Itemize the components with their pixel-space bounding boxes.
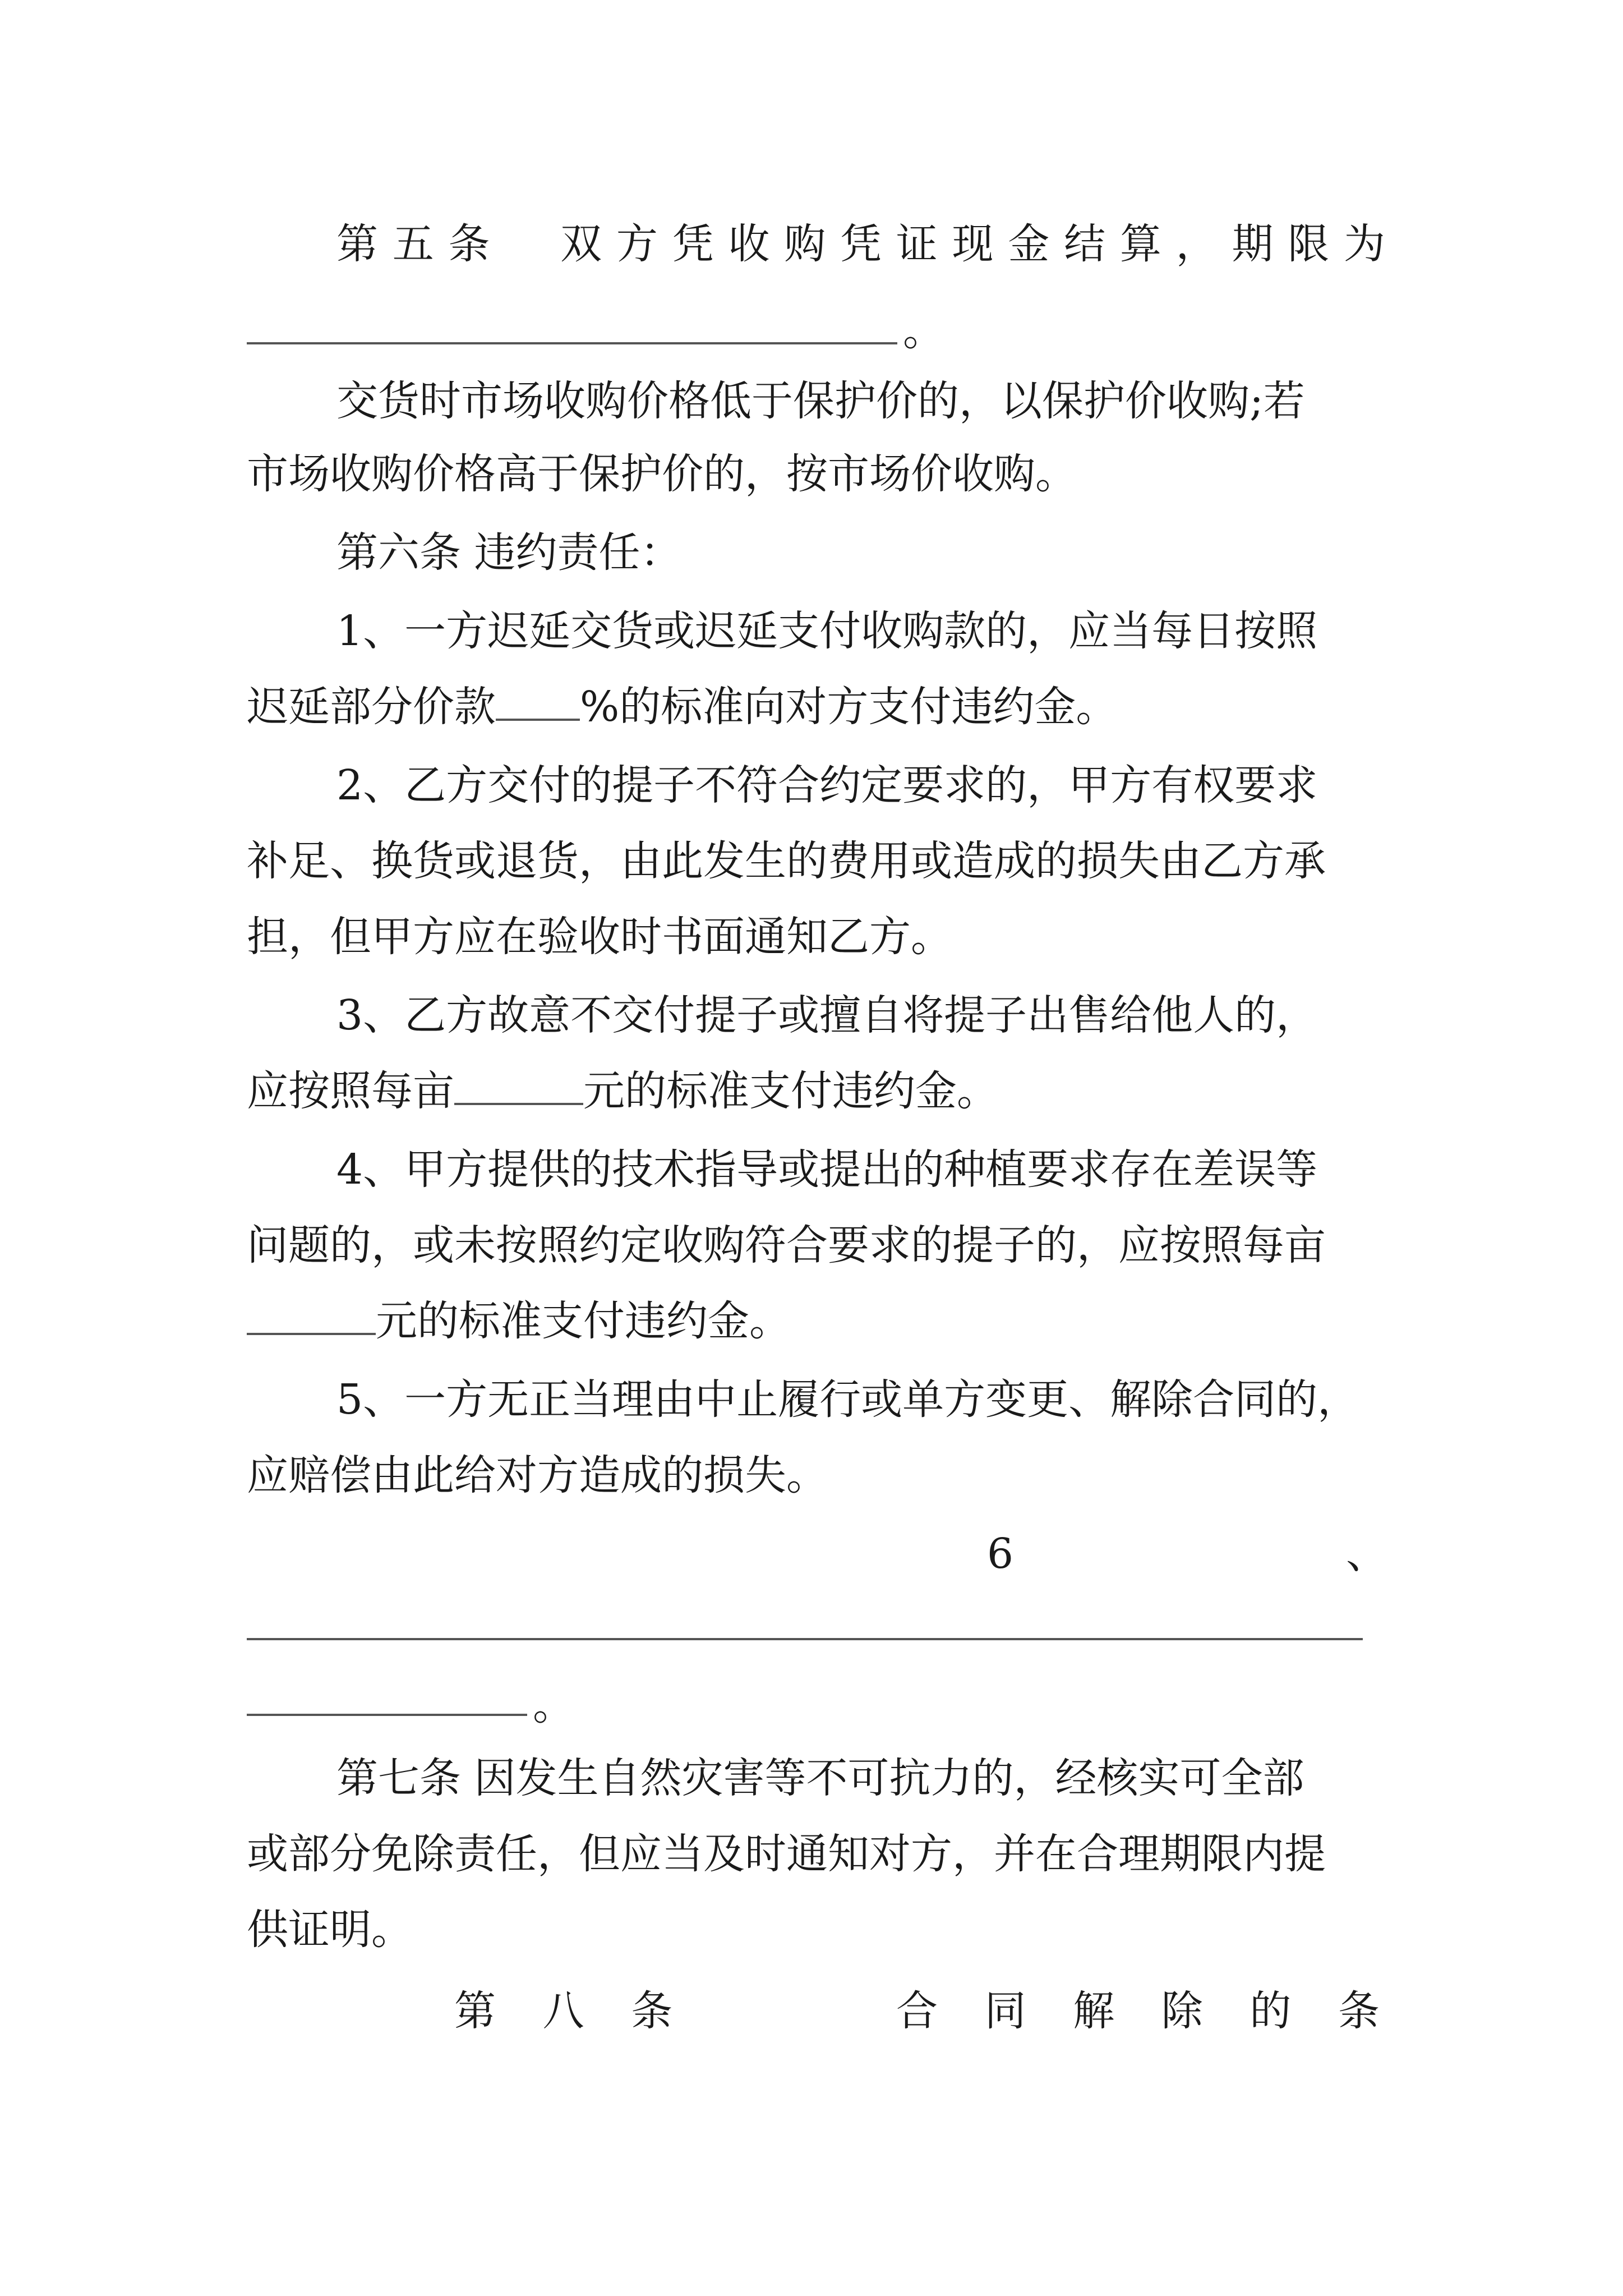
- item-6-blank-line-1: [247, 1638, 1363, 1640]
- article-7-line-3: 供证明。: [247, 1906, 413, 1954]
- item-4-line-3: [247, 1290, 1380, 1352]
- item-4-line-2: 问题的，或未按照约定收购符合要求的提子的，应按照每亩: [247, 1221, 1326, 1269]
- item-4-text-post: 元的标准支付违约金。: [376, 1297, 791, 1345]
- item-1-line-1: 1、一方迟延交货或迟延支付收购款的，应当每日按照: [336, 607, 1318, 655]
- item-4-amount-blank: [247, 1294, 376, 1335]
- article-8-line-1: 第八条 合同解除的条: [454, 1987, 1380, 2035]
- article-6-heading: 第六条 违约责任：: [336, 528, 682, 577]
- item-3-text-pre: 应按照每亩: [247, 1067, 454, 1115]
- article-7-line-2: 或部分免除责任，但应当及时通知对方，并在合理期限内提: [247, 1830, 1326, 1878]
- item-5-line-2: 应赔偿由此给对方造成的损失。: [247, 1451, 828, 1499]
- item-4-line-1: 4、甲方提供的技术指导或提出的种植要求存在差误等: [336, 1145, 1318, 1194]
- item-3-amount-blank: [454, 1064, 583, 1105]
- item-5-line-1: 5、一方无正当理由中止履行或单方变更、解除合同的，: [336, 1375, 1359, 1424]
- item-1-percent-blank: [496, 679, 580, 721]
- article-5-line-1: 第五条 双方凭收购凭证现金结算，期限为: [336, 220, 1385, 268]
- item-1-text-pre: 迟延部分价款: [247, 683, 496, 731]
- item-3-line-2: [247, 1060, 1380, 1122]
- price-clause-line-1: 交货时市场收购价格低于保护价的，以保护价收购;若: [336, 377, 1305, 425]
- item-3-text-post: 元的标准支付违约金。: [583, 1067, 998, 1115]
- article-7-line-1: 第七条 因发生自然灾害等不可抗力的，经核实可全部: [336, 1754, 1304, 1802]
- item-2-line-2: 补足、换货或退货，由此发生的费用或造成的损失由乙方承: [247, 837, 1326, 885]
- item-6-mark: 、: [1346, 1530, 1387, 1578]
- item-1-text-post: %的标准向对方支付违约金。: [580, 683, 1118, 731]
- item-1-line-2: [247, 676, 1380, 738]
- item-2-line-3: 担，但甲方应在验收时书面通知乙方。: [247, 913, 952, 961]
- item-6-number: 6: [987, 1530, 1014, 1578]
- item-2-line-1: 2、乙方交付的提子不符合约定要求的，甲方有权要求: [336, 761, 1318, 809]
- item-3-line-1: 3、乙方故意不交付提子或擅自将提子出售给他人的，: [336, 991, 1318, 1039]
- article-5-blank-line: [247, 342, 897, 344]
- item-6-end-mark: 。: [533, 1681, 574, 1729]
- item-6-blank-line-2: [247, 1714, 527, 1716]
- article-5-end-mark: 。: [903, 307, 944, 355]
- price-clause-line-2: 市场收购价格高于保护价的，按市场价收购。: [247, 450, 1077, 498]
